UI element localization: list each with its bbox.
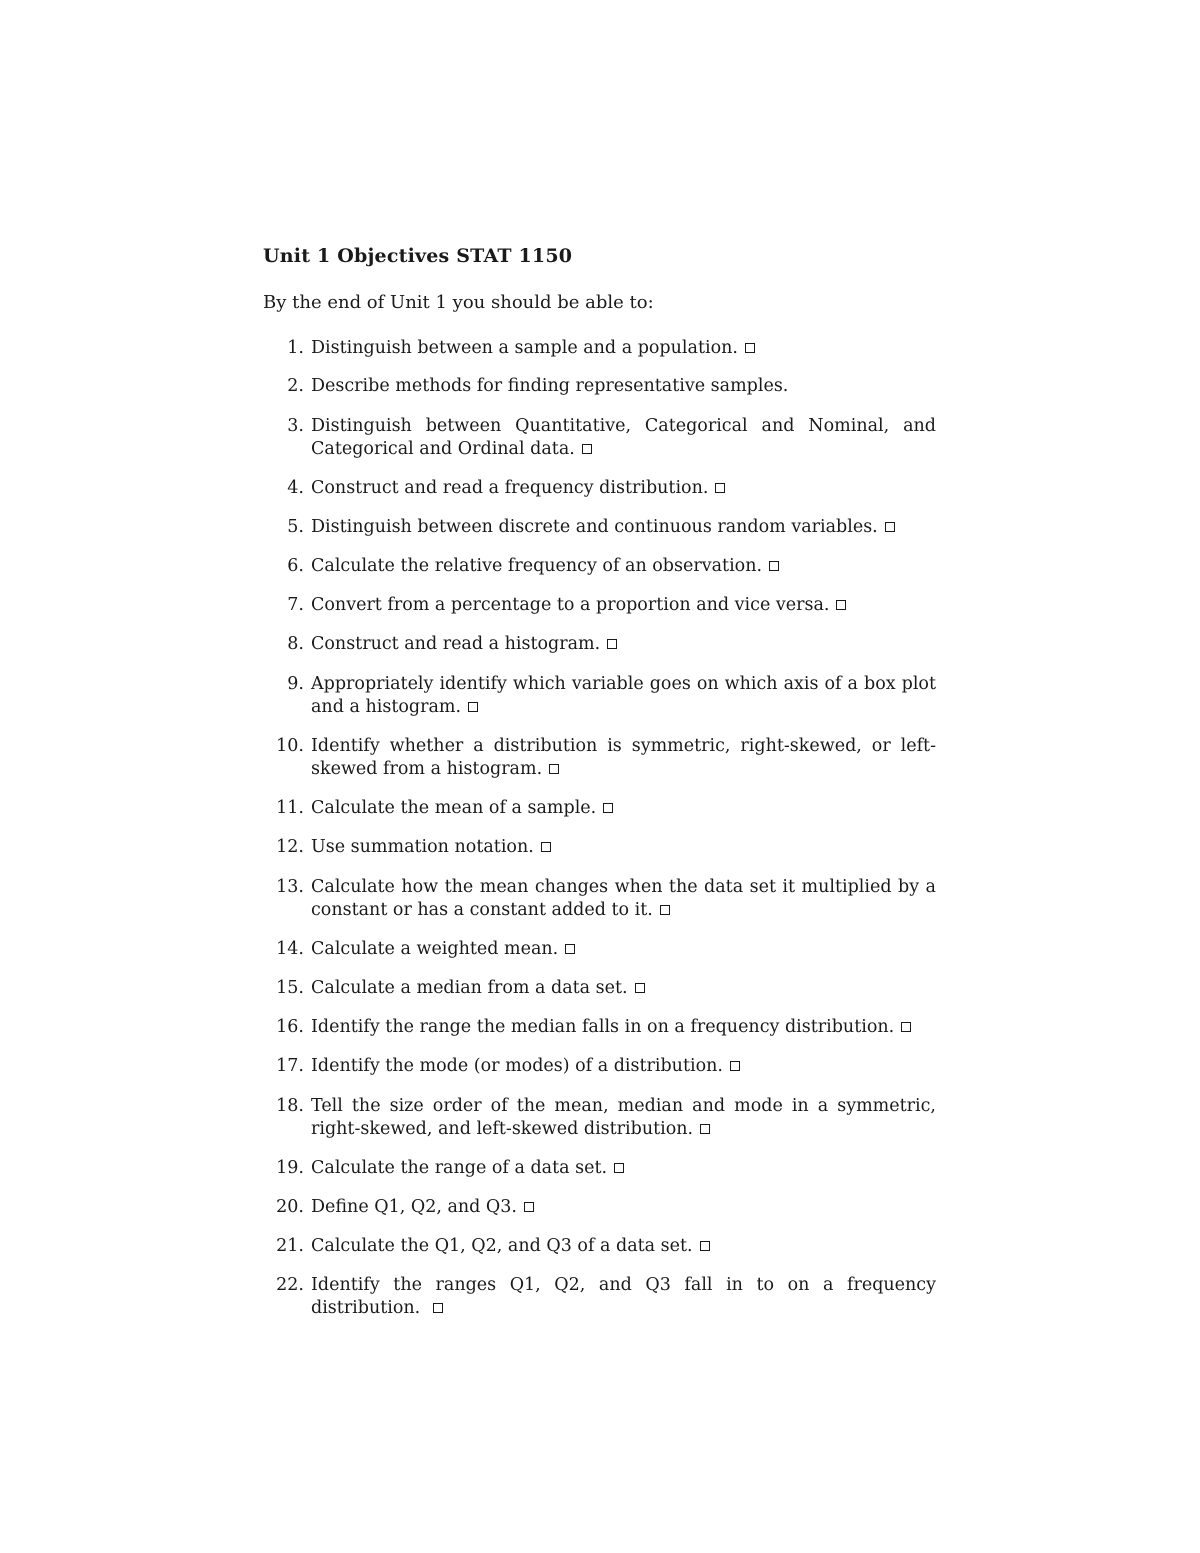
objective-text: Convert from a percentage to a proportion and vice versa. (311, 595, 830, 615)
checkbox-icon[interactable] (885, 522, 895, 532)
objective-item (270, 673, 936, 719)
objective-number: 22. (276, 1275, 304, 1295)
checkbox-icon[interactable] (468, 702, 478, 712)
objective-text: Calculate a weighted mean. (311, 939, 559, 959)
objective-text: Construct and read a frequency distribution. (311, 478, 709, 498)
objective-text: Use summation notation. (311, 837, 534, 857)
checkbox-icon[interactable] (582, 444, 592, 454)
checkbox-icon[interactable] (541, 842, 551, 852)
objective-text: Tell the size order of the mean, median and mode in a symmetric, right-skewed, and left-skewed distribution. (311, 1096, 936, 1139)
objective-number: 1. (287, 338, 304, 358)
checkbox-icon[interactable] (603, 803, 613, 813)
objective-number: 12. (276, 837, 304, 857)
checkbox-icon[interactable] (524, 1202, 534, 1212)
checkbox-icon[interactable] (700, 1241, 710, 1251)
checkbox-icon[interactable] (745, 343, 755, 353)
objective-text: Calculate the Q1, Q2, and Q3 of a data set. (311, 1236, 693, 1256)
objective-text: Distinguish between discrete and continuous random variables. (311, 517, 878, 537)
objective-number: 17. (276, 1056, 304, 1076)
objective-item (270, 375, 936, 398)
checkbox-icon[interactable] (730, 1061, 740, 1071)
objective-text: Identify the range the median falls in on a frequency distribution. (311, 1017, 895, 1037)
objective-text: Calculate the mean of a sample. (311, 798, 597, 818)
checkbox-icon[interactable] (700, 1124, 710, 1134)
objective-number: 8. (287, 634, 304, 654)
objective-text: Define Q1, Q2, and Q3. (311, 1197, 517, 1217)
objective-text: Appropriately identify which variable goes on which axis of a box plot and a histogram. (311, 674, 936, 717)
objective-number: 18. (276, 1096, 304, 1116)
objective-number: 9. (287, 674, 304, 694)
checkbox-icon[interactable] (635, 983, 645, 993)
objective-item (270, 735, 936, 781)
objective-item (270, 1016, 936, 1039)
objective-text: Describe methods for finding representative samples. (311, 376, 789, 396)
objective-item (270, 1235, 936, 1258)
checkbox-icon[interactable] (607, 639, 617, 649)
checkbox-icon[interactable] (549, 764, 559, 774)
objective-number: 4. (287, 478, 304, 498)
objective-text: Construct and read a histogram. (311, 634, 601, 654)
objective-item (270, 1157, 936, 1180)
objective-number: 20. (276, 1197, 304, 1217)
objective-text: Calculate the relative frequency of an observation. (311, 556, 763, 576)
objective-number: 11. (276, 798, 304, 818)
objective-text: Distinguish between Quantitative, Categorical and Nominal, and Categorical and Ordinal data. (311, 416, 936, 459)
objective-number: 19. (276, 1158, 304, 1178)
objective-text: Identify the mode (or modes) of a distribution. (311, 1056, 723, 1076)
objective-item (270, 555, 936, 578)
objective-item (270, 797, 936, 820)
objective-item (270, 977, 936, 1000)
objective-item (270, 1055, 936, 1078)
intro-text: By the end of Unit 1 you should be able to: (263, 292, 654, 313)
objective-item (270, 516, 936, 539)
objective-text: Calculate how the mean changes when the data set it multiplied by a constant or has a constant added to it. (311, 877, 936, 920)
objective-item (270, 836, 936, 859)
objective-item (270, 477, 936, 500)
objective-item (270, 1274, 936, 1320)
checkbox-icon[interactable] (433, 1303, 443, 1313)
objective-text: Calculate the range of a data set. (311, 1158, 608, 1178)
objective-item (270, 633, 936, 656)
checkbox-icon[interactable] (660, 905, 670, 915)
checkbox-icon[interactable] (901, 1022, 911, 1032)
objective-item (270, 876, 936, 922)
objective-item (270, 594, 936, 617)
objective-number: 6. (287, 556, 304, 576)
objective-text: Calculate a median from a data set. (311, 978, 628, 998)
checkbox-icon[interactable] (836, 600, 846, 610)
checkbox-icon[interactable] (769, 561, 779, 571)
checkbox-icon[interactable] (565, 944, 575, 954)
objective-number: 15. (276, 978, 304, 998)
objective-item (270, 938, 936, 961)
objective-number: 21. (276, 1236, 304, 1256)
objective-text: Identify whether a distribution is symmetric, right-skewed, or left-skewed from a histogram. (311, 736, 936, 779)
objective-number: 10. (276, 736, 304, 756)
checkbox-icon[interactable] (614, 1163, 624, 1173)
page-title: Unit 1 Objectives STAT 1150 (263, 245, 573, 267)
objective-text: Identify the ranges Q1, Q2, and Q3 fall in to on a frequency distribution. (311, 1275, 936, 1318)
objective-number: 14. (276, 939, 304, 959)
objective-item (270, 337, 936, 360)
objective-item (270, 1196, 936, 1219)
objective-number: 2. (287, 376, 304, 396)
objective-item (270, 1095, 936, 1141)
checkbox-icon[interactable] (715, 483, 725, 493)
objective-text: Distinguish between a sample and a population. (311, 338, 738, 358)
objective-item (270, 415, 936, 461)
objective-number: 7. (287, 595, 304, 615)
objective-number: 16. (276, 1017, 304, 1037)
objective-number: 5. (287, 517, 304, 537)
objective-number: 3. (287, 416, 304, 436)
objective-number: 13. (276, 877, 304, 897)
